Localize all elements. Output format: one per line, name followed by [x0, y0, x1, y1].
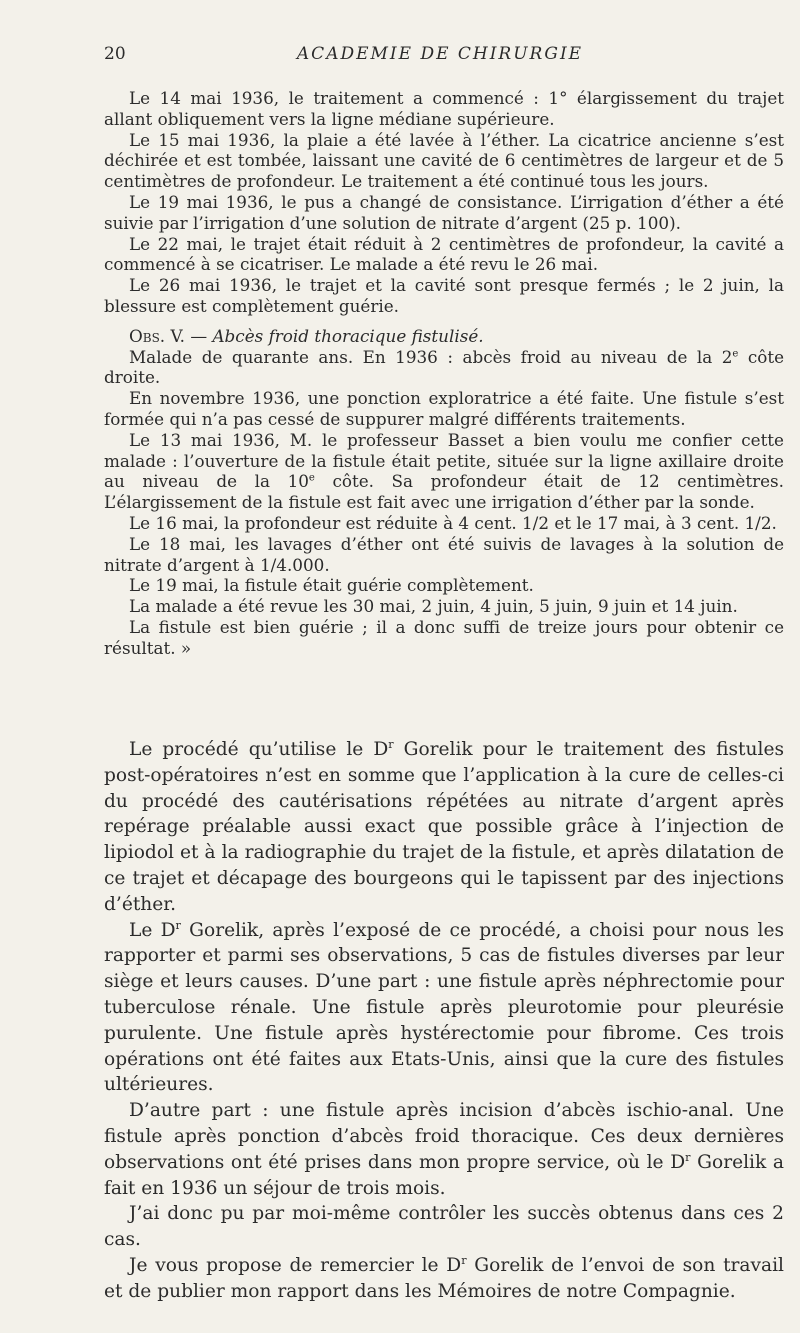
- doctor-abbrev: D: [373, 739, 389, 760]
- report-text-run: Gorelik pour le traitement des fistules post-opératoires n’est en somme que l’application à la cure de celles-ci du procédé des cautérisations répétées au nitrate d’argent après repérage préalable aussi exact que possible grâce à l’injection de lipiodol et à la radiographie du trajet de la fistule, et après dilatation de ce trajet et décapage des bourgeons qui le tapissent par des injections d’éther.: [104, 739, 784, 915]
- report-text-run: Gorelik de l’envoi de son travail et de publier mon rapport dans les Mémoires de notre Compagnie.: [104, 1254, 784, 1302]
- obs5-text: côte droite.: [104, 346, 784, 388]
- doctor-abbrev: D: [446, 1254, 462, 1276]
- obs5-paragraph: La fistule est bien guérie ; il a donc suffi de treize jours pour obtenir ce résultat. »: [104, 616, 784, 658]
- report-text: [104, 737, 784, 1305]
- obs5-text: Malade de quarante ans. En 1936 : abcès froid au niveau de la 2: [129, 346, 733, 367]
- report-paragraph: J’ai donc pu par moi-même contrôler les succès obtenus dans ces 2 cas.: [104, 1203, 784, 1251]
- superscript: e: [732, 347, 739, 359]
- superscript: r: [685, 1150, 691, 1164]
- obs4-paragraph: Le 26 mai 1936, le trajet et la cavité sont presque fermés ; le 2 juin, la blessure est complètement guérie.: [104, 275, 784, 316]
- obs5-paragraph: [104, 347, 784, 389]
- obs5-paragraph: Le 16 mai, la profondeur est réduite à 4 cent. 1/2 et le 17 mai, à 3 cent. 1/2.: [129, 512, 777, 533]
- report-text-run: Gorelik, après l’exposé de ce procédé, a choisi pour nous les rapporter et parmi ses observations, 5 cas de fistules diverses par leur siège et leurs causes. D’une part : une fistule après néphrectomie pour tuberculose rénale. Une fistule après pleurotomie pour pleurésie purulente. Une fistule après hystérectomie pour fibrome. Ces trois opérations ont été faites aux Etats-Unis, ainsi que la cure des fistules ultérieures.: [104, 919, 784, 1096]
- doctor-abbrev: D: [160, 919, 176, 941]
- report-text-run: Je vous propose de remercier le: [129, 1254, 447, 1276]
- obs5-dash: —: [184, 325, 213, 346]
- obs5-paragraph: La malade a été revue les 30 mai, 2 juin, 4 juin, 5 juin, 9 juin et 14 juin.: [129, 596, 738, 617]
- obs4-paragraph: Le 22 mai, le trajet était réduit à 2 centimètres de profondeur, la cavité a commencé à se cicatriser. Le malade a été revu le 26 mai.: [104, 233, 784, 275]
- report-paragraph: [104, 1098, 784, 1201]
- obs5-text: Le 13 mai 1936, M. le professeur Basset a bien voulu me confier cette malade : l’ouverture de la fistule était petite, située sur la ligne axillaire droite au niveau de la 10: [104, 429, 784, 492]
- page-number: 20: [104, 44, 126, 64]
- page-header: [104, 44, 776, 68]
- report-paragraph: [104, 737, 784, 918]
- obs5-label: Obs. V.: [129, 325, 185, 346]
- superscript: r: [388, 737, 394, 751]
- obs5-title: Abcès froid thoracique fistulisé.: [212, 325, 484, 346]
- obs5-paragraph: Le 19 mai, la fistule était guérie complètement.: [129, 575, 534, 596]
- obs4-paragraph: Le 15 mai 1936, la plaie a été lavée à l’éther. La cicatrice ancienne s’est déchirée et est tombée, laissant une cavité de 6 centimètres de largeur et de 5 centimètres de profondeur. Le traitement a été continué tous les jours.: [104, 129, 784, 192]
- report-text-run: Gorelik a fait en 1936 un séjour de trois mois.: [104, 1151, 784, 1199]
- superscript: r: [461, 1253, 467, 1267]
- report-text-run: Le procédé qu’utilise le: [129, 739, 374, 760]
- obs4-paragraph: Le 14 mai 1936, le traitement a commencé : 1° élargissement du trajet allant obliquement vers la ligne médiane supérieure.: [104, 88, 784, 129]
- report-paragraph: [104, 918, 784, 1099]
- superscript: r: [175, 918, 181, 932]
- obs5-paragraph: [104, 430, 784, 513]
- report-paragraph: [104, 1253, 784, 1305]
- obs5-heading: [104, 326, 784, 347]
- superscript: e: [308, 472, 315, 484]
- obs5-text: côte. Sa profondeur était de 12 centimètres. L’élargissement de la fistule est fait avec une irrigation d’éther par la sonde.: [104, 471, 784, 513]
- report-text-run: D’autre part : une fistule après incision d’abcès ischio-anal. Une fistule après ponction d’abcès froid thoracique. Ces deux dernières observations ont été prises dans mon propre service, où le: [104, 1100, 784, 1173]
- observation-text: [104, 88, 784, 659]
- obs4-paragraph: Le 19 mai 1936, le pus a changé de consistance. L’irrigation d’éther a été suivie par l’irrigation d’une solution de nitrate d’argent (25 p. 100).: [104, 191, 784, 233]
- report-text-run: Le: [129, 919, 161, 941]
- running-title: ACADEMIE DE CHIRURGIE: [296, 44, 584, 64]
- doctor-abbrev: D: [670, 1151, 686, 1173]
- obs5-paragraph: Le 18 mai, les lavages d’éther ont été suivis de lavages à la solution de nitrate d’argent à 1/4.000.: [104, 533, 784, 575]
- obs5-paragraph: En novembre 1936, une ponction exploratrice a été faite. Une fistule s’est formée qui n’a pas cessé de suppurer malgré différents traitements.: [104, 388, 784, 429]
